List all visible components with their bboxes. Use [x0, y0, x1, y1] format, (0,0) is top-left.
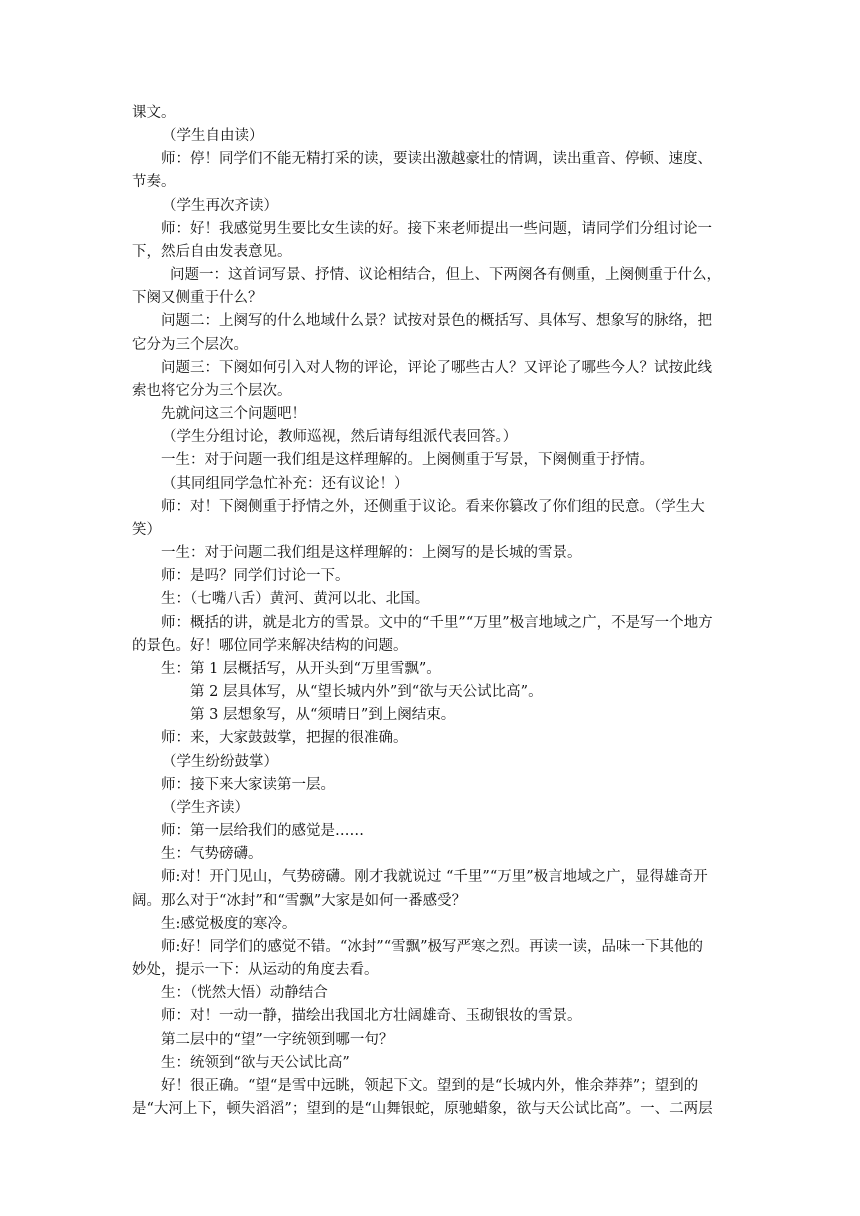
text-line: 生:感觉极度的寒冷。	[161, 916, 297, 932]
text-line: 问题二：上阕写的什么地域什么景？试按对景色的概括写、具体写、想象写的脉络，把	[161, 313, 712, 329]
text-line: 先就问这三个问题吧！	[161, 406, 306, 422]
text-line: （其同组同学急忙补充：还有议论！）	[162, 476, 409, 492]
text-line: 第二层中的“望”一字统领到哪一句？	[161, 1032, 394, 1048]
text-line: （学生自由读）	[162, 128, 264, 144]
text-line: 笑）	[132, 522, 161, 538]
text-line: （学生纷纷鼓掌）	[162, 754, 278, 770]
text-line: 节奏。	[132, 174, 176, 190]
text-line: 课文。	[132, 105, 176, 121]
text-line: 师：对！下阕侧重于抒情之外，还侧重于议论。看来你篡改了你们组的民意。（学生大	[161, 499, 705, 515]
text-line: 是“大河上下，顿失滔滔”；望到的是“山舞银蛇，原驰蜡象，欲与天公试比高”。一、二两层	[132, 1101, 713, 1117]
text-line: 生：（七嘴八舌）黄河、黄河以北、北国。	[161, 591, 430, 607]
text-line: 一生：对于问题二我们组是这样理解的：上阕写的是长城的雪景。	[161, 545, 582, 561]
text-line: 第 2 层具体写，从“望长城内外”到“欲与天公试比高”。	[190, 684, 543, 700]
text-line: 师：是吗？同学们讨论一下。	[161, 568, 350, 584]
text-line: 生：第 1 层概括写，从开头到“万里雪飘”。	[161, 661, 441, 677]
text-line: 好！很正确。“望“是雪中远眺，领起下文。望到的是“长城内外，惟余莽莽”；望到的	[161, 1078, 699, 1094]
text-line: 师:好！同学们的感觉不错。“冰封”“雪飘”极写严寒之烈。再读一读，品味一下其他的	[161, 939, 704, 955]
text-line: 师：好！我感觉男生要比女生读的好。接下来老师提出一些问题，请同学们分组讨论一	[161, 221, 712, 237]
text-line: 师：概括的讲，就是北方的雪景。文中的“千里”“万里”极言地域之广，不是写一个地方	[161, 615, 713, 631]
text-line: （学生分组讨论，教师巡视，然后请每组派代表回答。）	[162, 429, 518, 445]
text-line: 师：来，大家鼓鼓掌，把握的很准确。	[161, 730, 408, 746]
text-line: 问题一：这首词写景、抒情、议论相结合，但上、下两阕各有侧重，上阕侧重于什么，	[170, 267, 721, 283]
text-line: 妙处，提示一下：从运动的角度去看。	[132, 962, 379, 978]
text-line: 阔。那么对于“冰封”和“雪飘”大家是如何一番感受？	[132, 893, 467, 909]
text-line: （学生再次齐读）	[162, 198, 278, 214]
text-line: 生：气势磅礴。	[161, 846, 263, 862]
text-line: 问题三：下阕如何引入对人物的评论，评论了哪些古人？又评论了哪些今人？试按此线	[161, 360, 712, 376]
text-line: 师：第一层给我们的感觉是……	[161, 823, 364, 839]
text-line: 下，然后自由发表意见。	[132, 244, 292, 260]
text-line: 师：接下来大家读第一层。	[161, 777, 335, 793]
text-line: 一生：对于问题一我们组是这样理解的。上阕侧重于写景，下阕侧重于抒情。	[161, 452, 654, 468]
text-line: 的景色。好！哪位同学来解决结构的问题。	[132, 638, 408, 654]
text-line: 下阕又侧重于什么？	[132, 290, 263, 306]
text-line: 生：（恍然大悟）动静结合	[161, 985, 328, 1001]
text-line: 索也将它分为三个层次。	[132, 383, 292, 399]
text-line: 生：统领到“欲与天公试比高”	[161, 1055, 350, 1071]
text-line: 师：对！一动一静，描绘出我国北方壮阔雄奇、玉砌银妆的雪景。	[161, 1008, 582, 1024]
text-line: 第 3 层想象写，从“须晴日”到上阕结束。	[190, 707, 456, 723]
text-line: 它分为三个层次。	[132, 337, 248, 353]
text-line: （学生齐读）	[162, 800, 249, 816]
text-line: 师:对！开门见山，气势磅礴。刚才我就说过 “千里”“万里”极言地域之广，显得雄奇开	[161, 869, 708, 885]
text-line: 师：停！同学们不能无精打采的读，要读出激越豪壮的情调，读出重音、停顿、速度、	[161, 151, 712, 167]
